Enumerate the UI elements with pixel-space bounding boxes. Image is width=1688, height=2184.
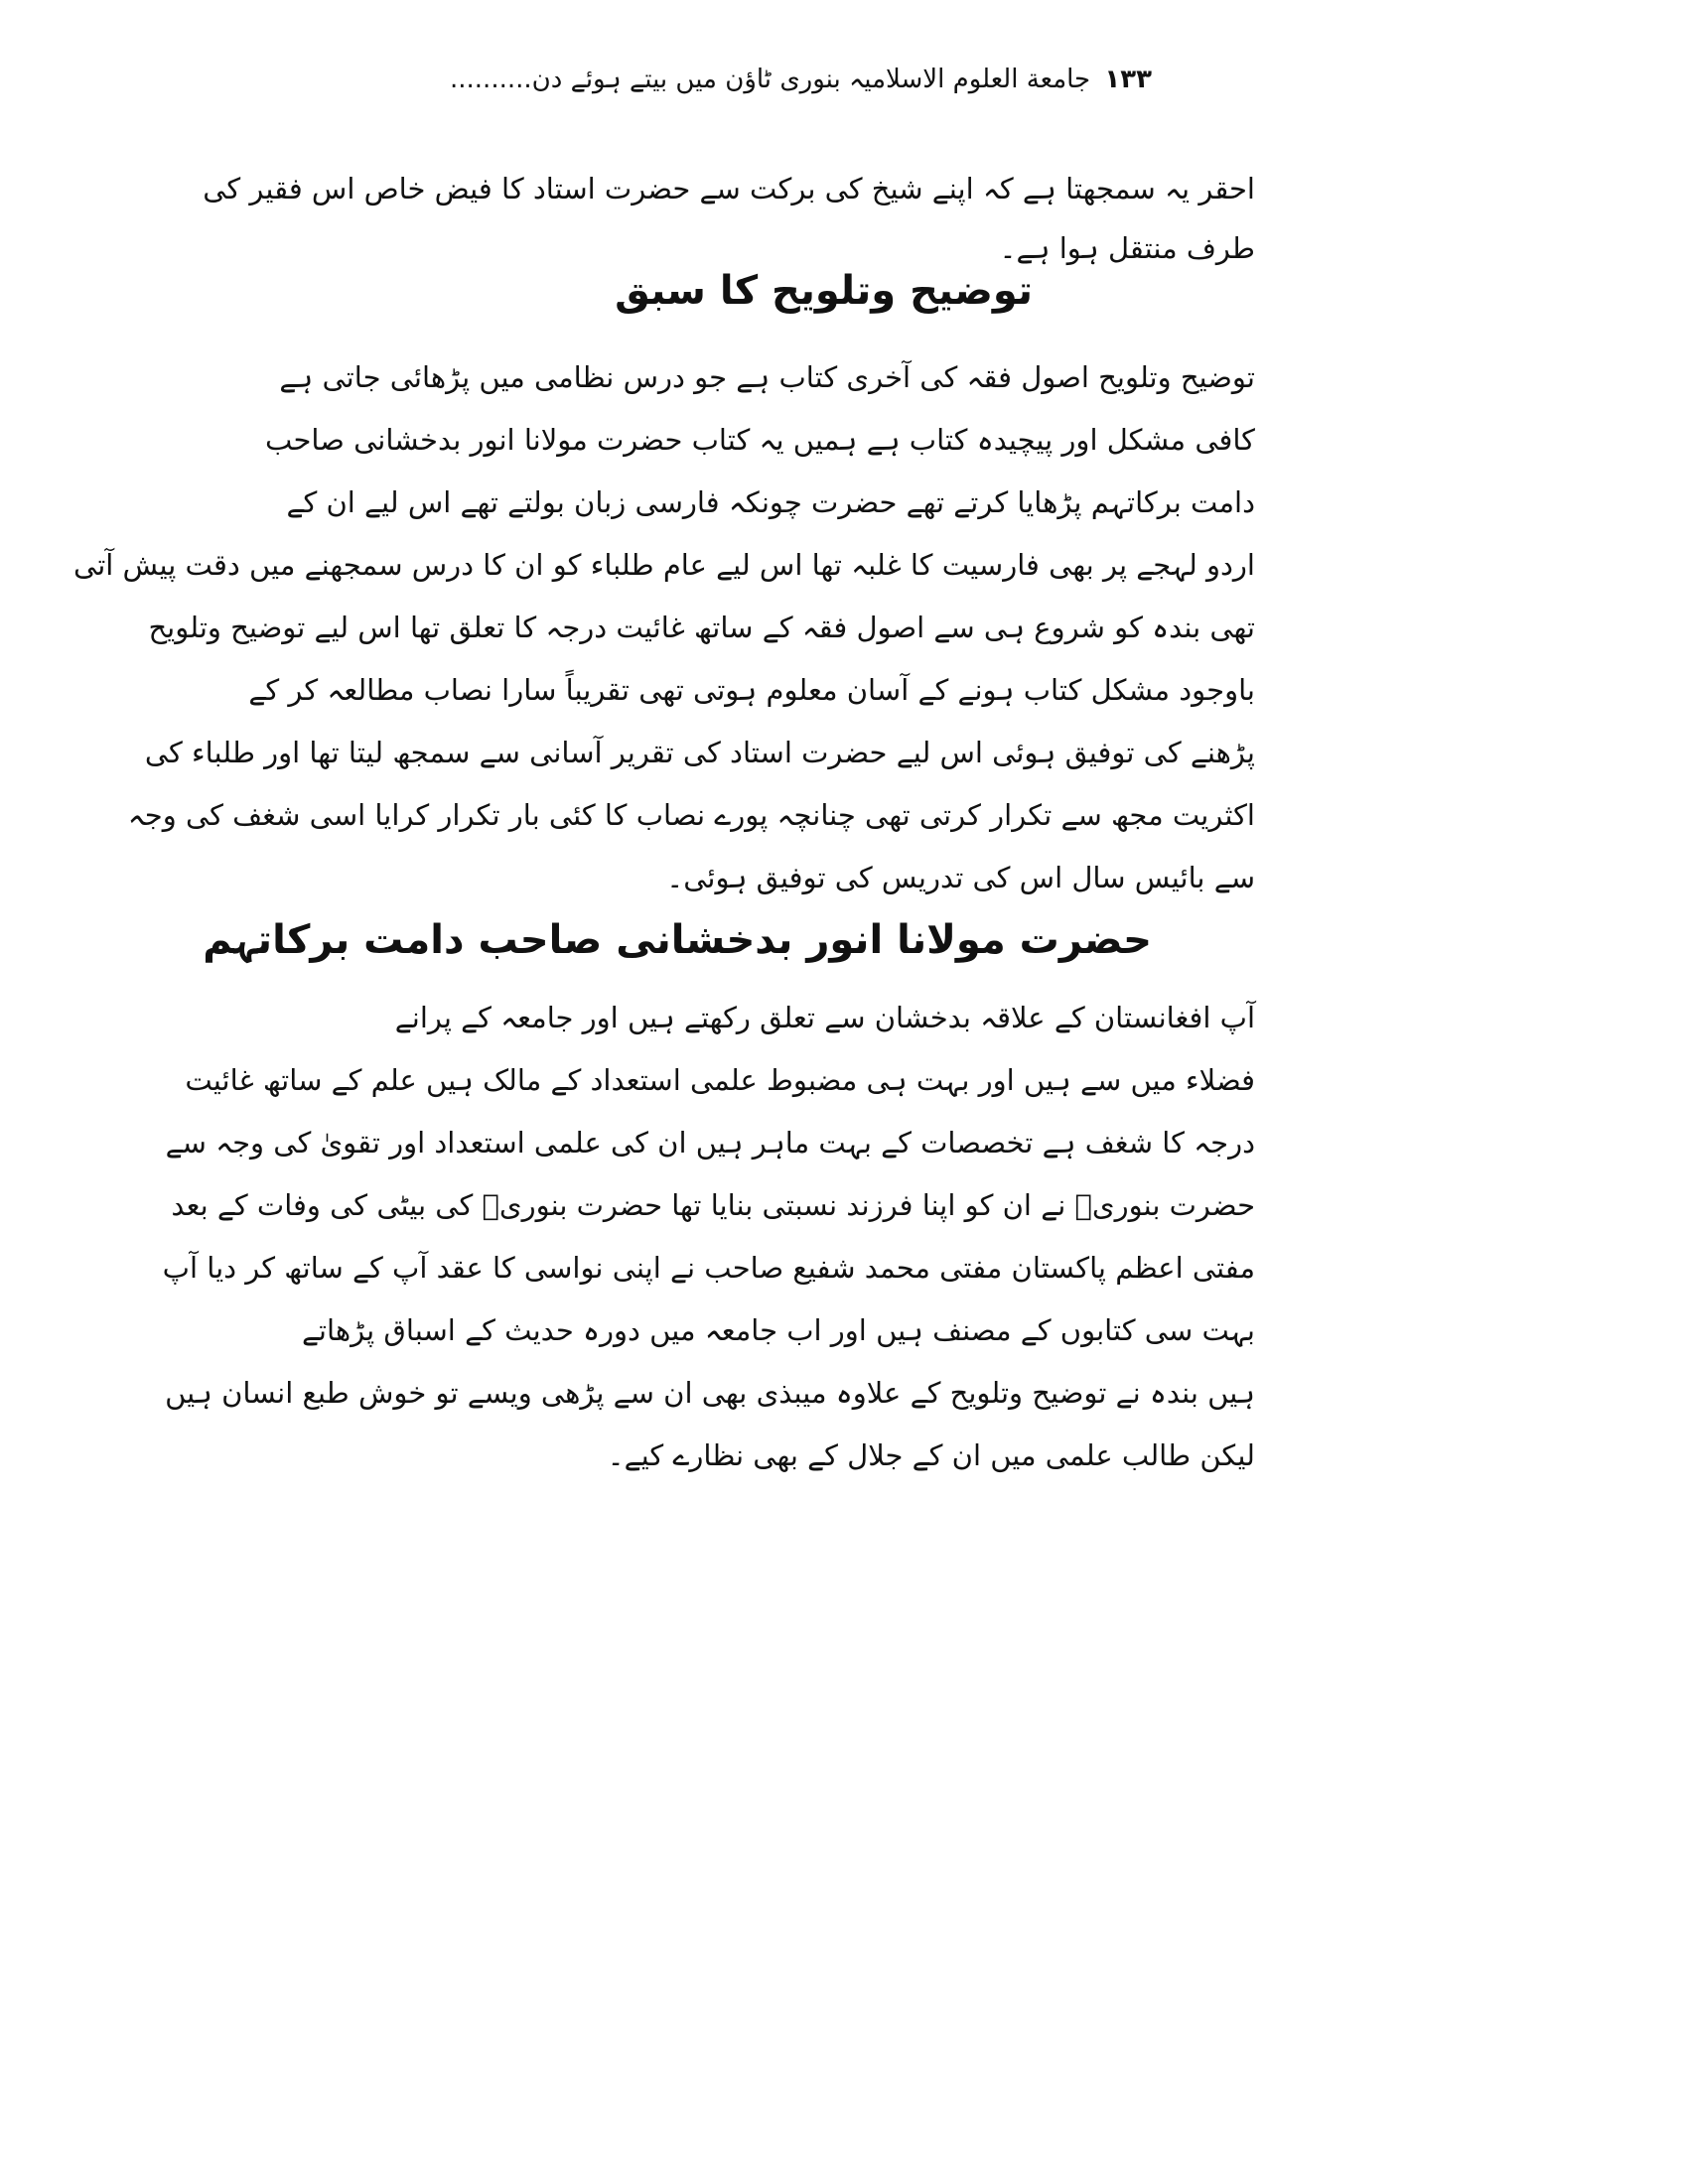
section-heading-badakhshani: حضرت مولانا انور بدخشانی صاحب دامت برکاتہم xyxy=(203,917,1152,963)
section2-line-2: فضلاء میں سے ہیں اور بہت ہی مضبوط علمی استعداد کے مالک ہیں علم کے ساتھ غائیت xyxy=(185,1063,1255,1097)
section1-line-1: توضیح وتلویح اصول فقہ کی آخری کتاب ہے جو درس نظامی میں پڑھائی جاتی ہے xyxy=(279,360,1255,394)
intro-line-2: طرف منتقل ہوا ہے۔ xyxy=(999,231,1255,265)
section-heading-tawzih: توضیح وتلویح کا سبق xyxy=(615,268,1033,314)
section1-line-4: اردو لہجے پر بھی فارسیت کا غلبہ تھا اس لیے عام طلباء کو ان کا درس سمجھنے میں دقت پیش آتی xyxy=(73,548,1255,582)
section1-line-9: سے بائیس سال اس کی تدریس کی توفیق ہوئی۔ xyxy=(666,861,1255,894)
section1-line-8: اکثریت مجھ سے تکرار کرتی تھی چنانچہ پورے نصاب کا کئی بار تکرار کرایا اسی شغف کی وجہ xyxy=(127,798,1255,832)
section1-line-5: تھی بندہ کو شروع ہی سے اصول فقہ کے ساتھ غائیت درجہ کا تعلق تھا اس لیے توضیح وتلویح xyxy=(148,611,1255,644)
section2-line-7: ہیں بندہ نے توضیح وتلویح کے علاوہ میبذی بھی ان سے پڑھی ویسے تو خوش طبع انسان ہیں xyxy=(165,1376,1255,1410)
intro-line-1: احقر یہ سمجھتا ہے کہ اپنے شیخ کی برکت سے حضرت استاد کا فیض خاص اس فقیر کی xyxy=(203,172,1255,205)
section1-line-7: پڑھنے کی توفیق ہوئی اس لیے حضرت استاد کی تقریر آسانی سے سمجھ لیتا تھا اور طلباء کی xyxy=(144,736,1255,769)
running-header xyxy=(437,52,1152,107)
section2-line-5: مفتی اعظم پاکستان مفتی محمد شفیع صاحب نے اپنی نواسی کا عقد آپ کے ساتھ کر دیا آپ xyxy=(162,1251,1255,1285)
section2-line-4: حضرت بنوریؒ نے ان کو اپنا فرزند نسبتی بنایا تھا حضرت بنوریؒ کی بیٹی کی وفات کے بعد xyxy=(171,1188,1255,1222)
section1-line-2: کافی مشکل اور پیچیدہ کتاب ہے ہمیں یہ کتاب حضرت مولانا انور بدخشانی صاحب xyxy=(265,423,1255,457)
section1-line-6: باوجود مشکل کتاب ہونے کے آسان معلوم ہوتی تھی تقریباً سارا نصاب مطالعہ کر کے xyxy=(248,673,1255,707)
page-number: ۱۳۳ xyxy=(1104,65,1152,94)
section2-line-1: آپ افغانستان کے علاقہ بدخشان سے تعلق رکھتے ہیں اور جامعہ کے پرانے xyxy=(394,1001,1255,1034)
section1-line-3: دامت برکاتہم پڑھایا کرتے تھے حضرت چونکہ فارسی زبان بولتے تھے اس لیے ان کے xyxy=(286,485,1255,519)
section2-line-3: درجہ کا شغف ہے تخصصات کے بہت ماہر ہیں ان کی علمی استعداد اور تقویٰ کی وجہ سے xyxy=(165,1126,1255,1160)
running-title: جامعة العلوم الاسلامیہ بنوری ٹاؤن میں بیتے ہوئے دن.......... xyxy=(450,65,1091,94)
section2-line-6: بہت سی کتابوں کے مصنف ہیں اور اب جامعہ میں دورہ حدیث کے اسباق پڑھاتے xyxy=(301,1313,1255,1347)
section2-line-8: لیکن طالب علمی میں ان کے جلال کے بھی نظارے کیے۔ xyxy=(607,1438,1255,1472)
